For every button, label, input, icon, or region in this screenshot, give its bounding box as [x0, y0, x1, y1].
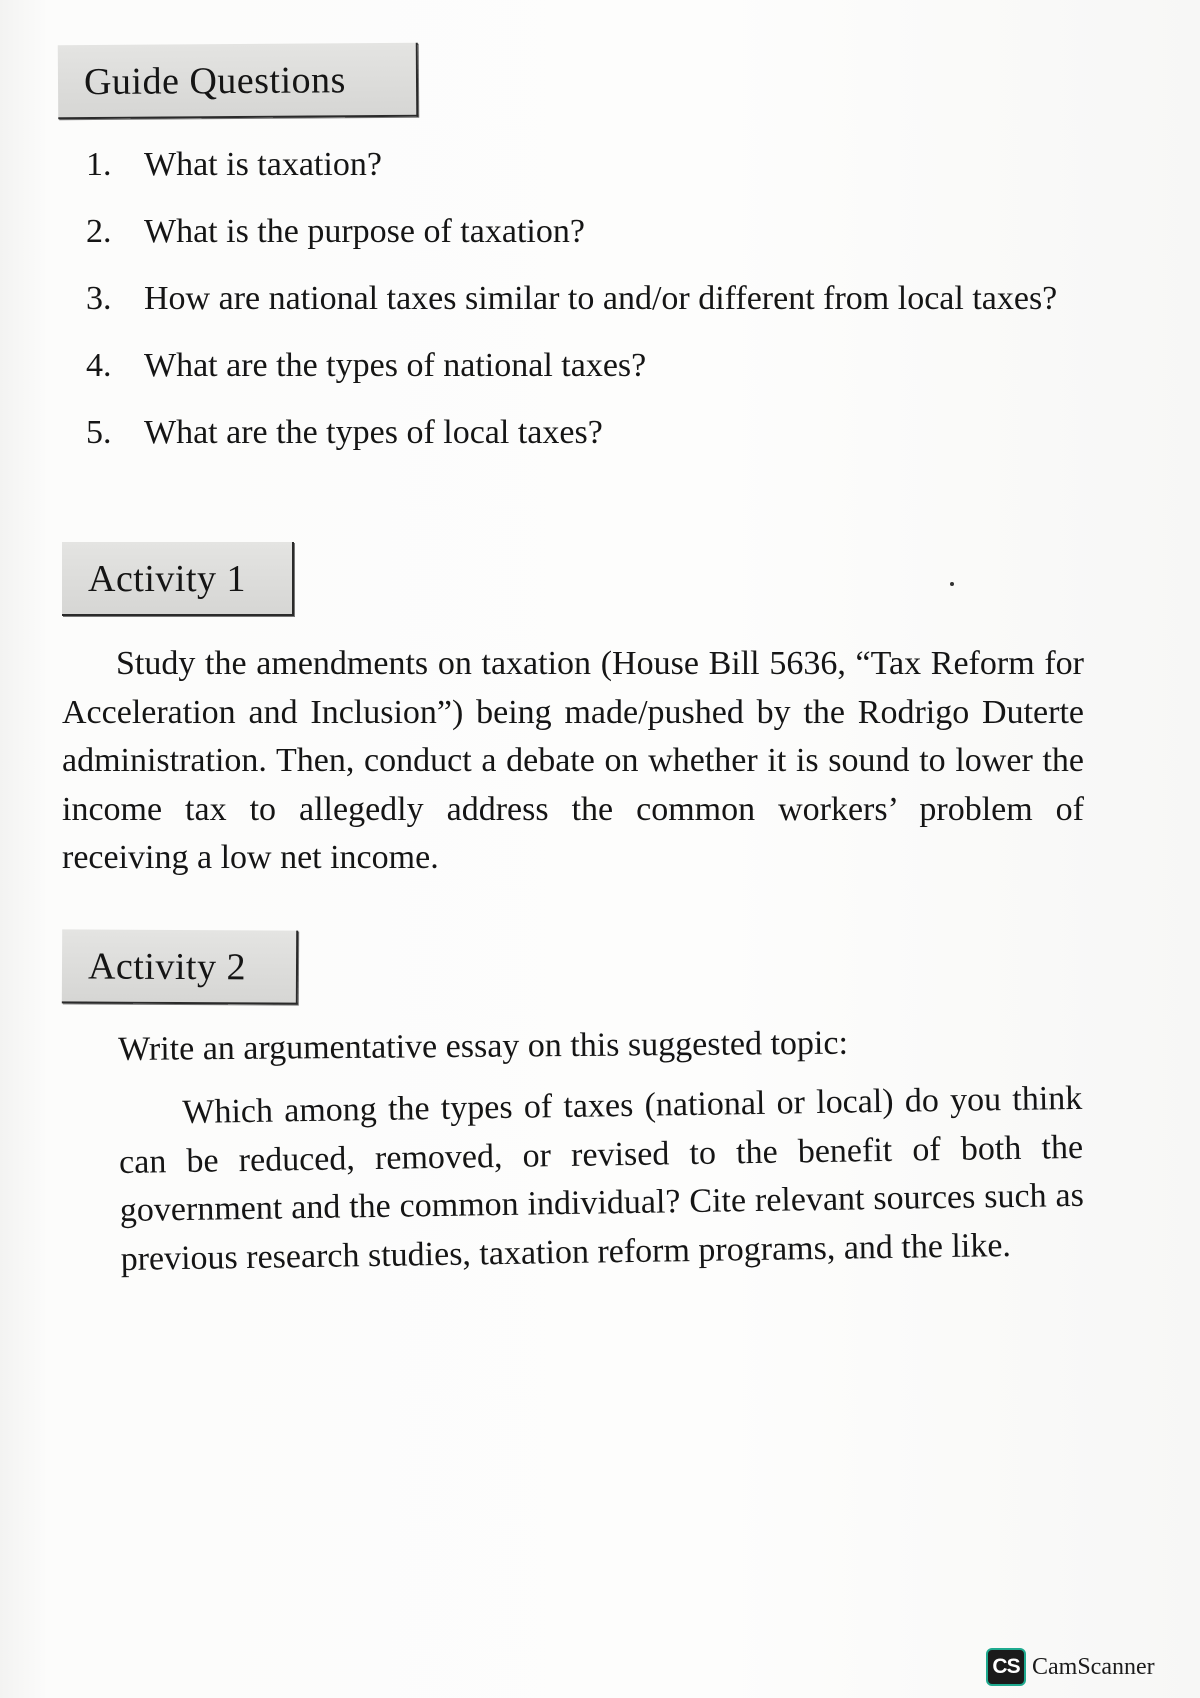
camscanner-watermark [986, 1648, 1155, 1686]
question-item [86, 343, 1076, 389]
question-text: How are national taxes similar to and/or different from local taxes? [144, 280, 1058, 317]
camscanner-logo-icon: CS [986, 1648, 1026, 1686]
camscanner-name: CamScanner [1032, 1653, 1155, 1680]
question-text: What are the types of national taxes? [144, 347, 647, 384]
question-text: What are the types of local taxes? [144, 414, 603, 451]
activity-2-heading: Activity 2 [62, 929, 298, 1004]
guide-questions-heading: Guide Questions [58, 43, 419, 120]
question-number: 2. [86, 213, 112, 250]
question-item [86, 209, 1076, 255]
question-text: What is taxation? [144, 146, 382, 183]
stray-ink-dot [950, 582, 954, 586]
activity-1-body: Study the amendments on taxation (House Bill 5636, “Tax Reform for Acceleration and Inclusion”) being made/pushed by the Rodrigo Duterte administration. Then, conduct a debate on whether it is sound to lower the income tax to allegedly address the common workers’ problem of receiving a low net income. [62, 645, 1084, 876]
guide-questions-list [86, 142, 1076, 456]
question-item [86, 142, 1076, 188]
question-number: 1. [86, 146, 112, 183]
activity-1-heading: Activity 1 [62, 542, 294, 616]
question-number: 4. [86, 347, 112, 384]
question-text: What is the purpose of taxation? [144, 213, 585, 250]
activity-2-intro: Write an argumentative essay on this suggested topic: [118, 1024, 849, 1068]
question-number: 3. [86, 280, 112, 317]
question-item [86, 276, 1076, 322]
question-item [86, 410, 1076, 456]
activity-2-topic: Which among the types of taxes (national or local) do you think can be reduced, removed, or revised to the benefit of both the government and the common individual? Cite relevant sources such as previous research studies, taxation reform programs, and the like. [118, 1079, 1085, 1278]
question-number: 5. [86, 414, 112, 451]
